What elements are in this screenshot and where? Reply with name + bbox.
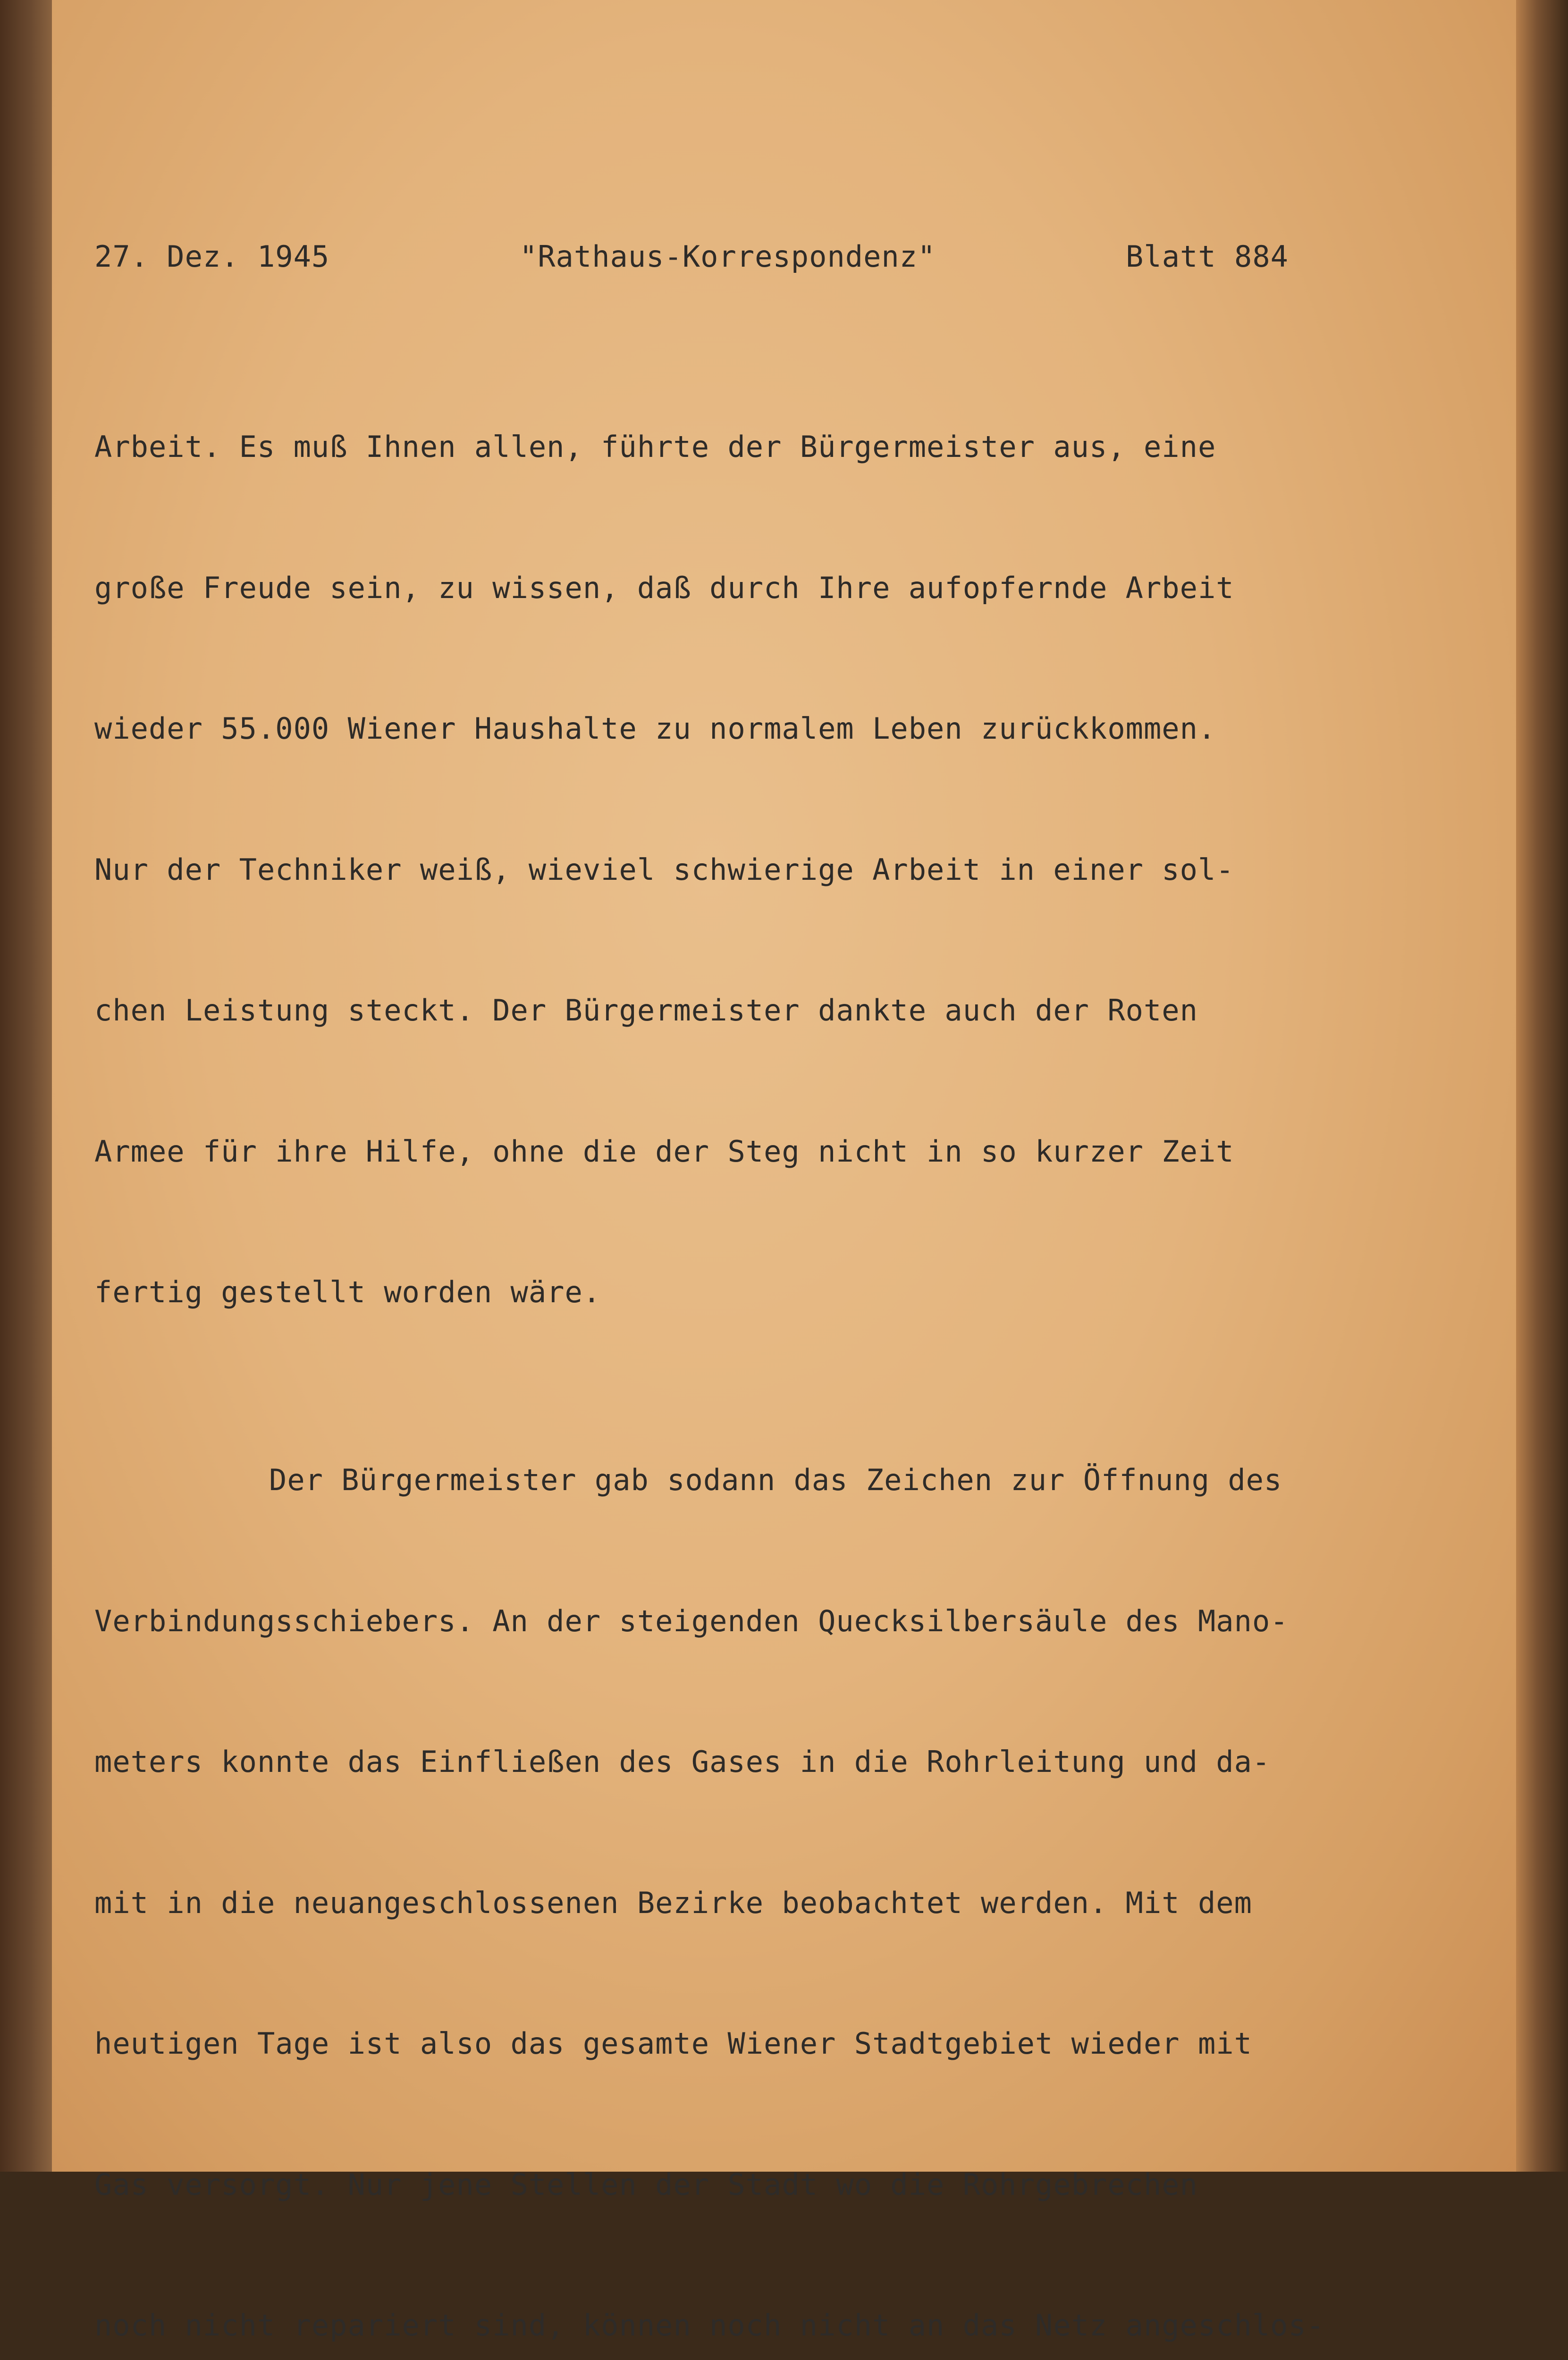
text-line: große Freude sein, zu wissen, daß durch Ihre aufopfernde Arbeit <box>94 570 1234 605</box>
typewritten-text <box>94 139 1444 2360</box>
page-edges <box>1516 0 1568 2172</box>
text-line: heutigen Tage ist also das gesamte Wiener Stadtgebiet wieder mit <box>94 2026 1252 2061</box>
header-date: 27. Dez. 1945 <box>94 239 330 274</box>
text-line: fertig gestellt worden wäre. <box>94 1275 601 1309</box>
text-line: Nur der Techniker weiß, wieviel schwierige Arbeit in einer sol- <box>94 852 1234 887</box>
text-line: meters konnte das Einfließen des Gases in die Rohrleitung und da- <box>94 1745 1271 1779</box>
text-line: Der Bürgermeister gab sodann das Zeichen zur Öffnung des <box>269 1463 1282 1497</box>
book-binding <box>0 0 52 2172</box>
text-line: mit in die neuangeschlossenen Bezirke beobachtet werden. Mit dem <box>94 1885 1252 1920</box>
page-header <box>94 233 1289 280</box>
header-sheet-number: Blatt 884 <box>1126 239 1289 274</box>
text-line: wieder 55.000 Wiener Haushalte zu normalem Leben zurückkommen. <box>94 711 1216 746</box>
text-line: Gas versorgt. Nur jene Stellen der Stadt wo die Rohrgebrechen <box>94 2167 1198 2202</box>
text-line: chen Leistung steckt. Der Bürgermeister dankte auch der Roten <box>94 993 1198 1028</box>
text-line: Verbindungsschiebers. An der steigenden Quecksilbersäule des Mano- <box>94 1603 1289 1638</box>
text-line: noch nicht repariert sind, können noch nicht an das Netz angeschlos- <box>94 2308 1325 2343</box>
text-line: Armee für ihre Hilfe, ohne die der Steg nicht in so kurzer Zeit <box>94 1134 1234 1169</box>
header-title: "Rathaus-Korrespondenz" <box>519 239 936 274</box>
text-line: Arbeit. Es muß Ihnen allen, führte der Bürgermeister aus, eine <box>94 430 1216 464</box>
